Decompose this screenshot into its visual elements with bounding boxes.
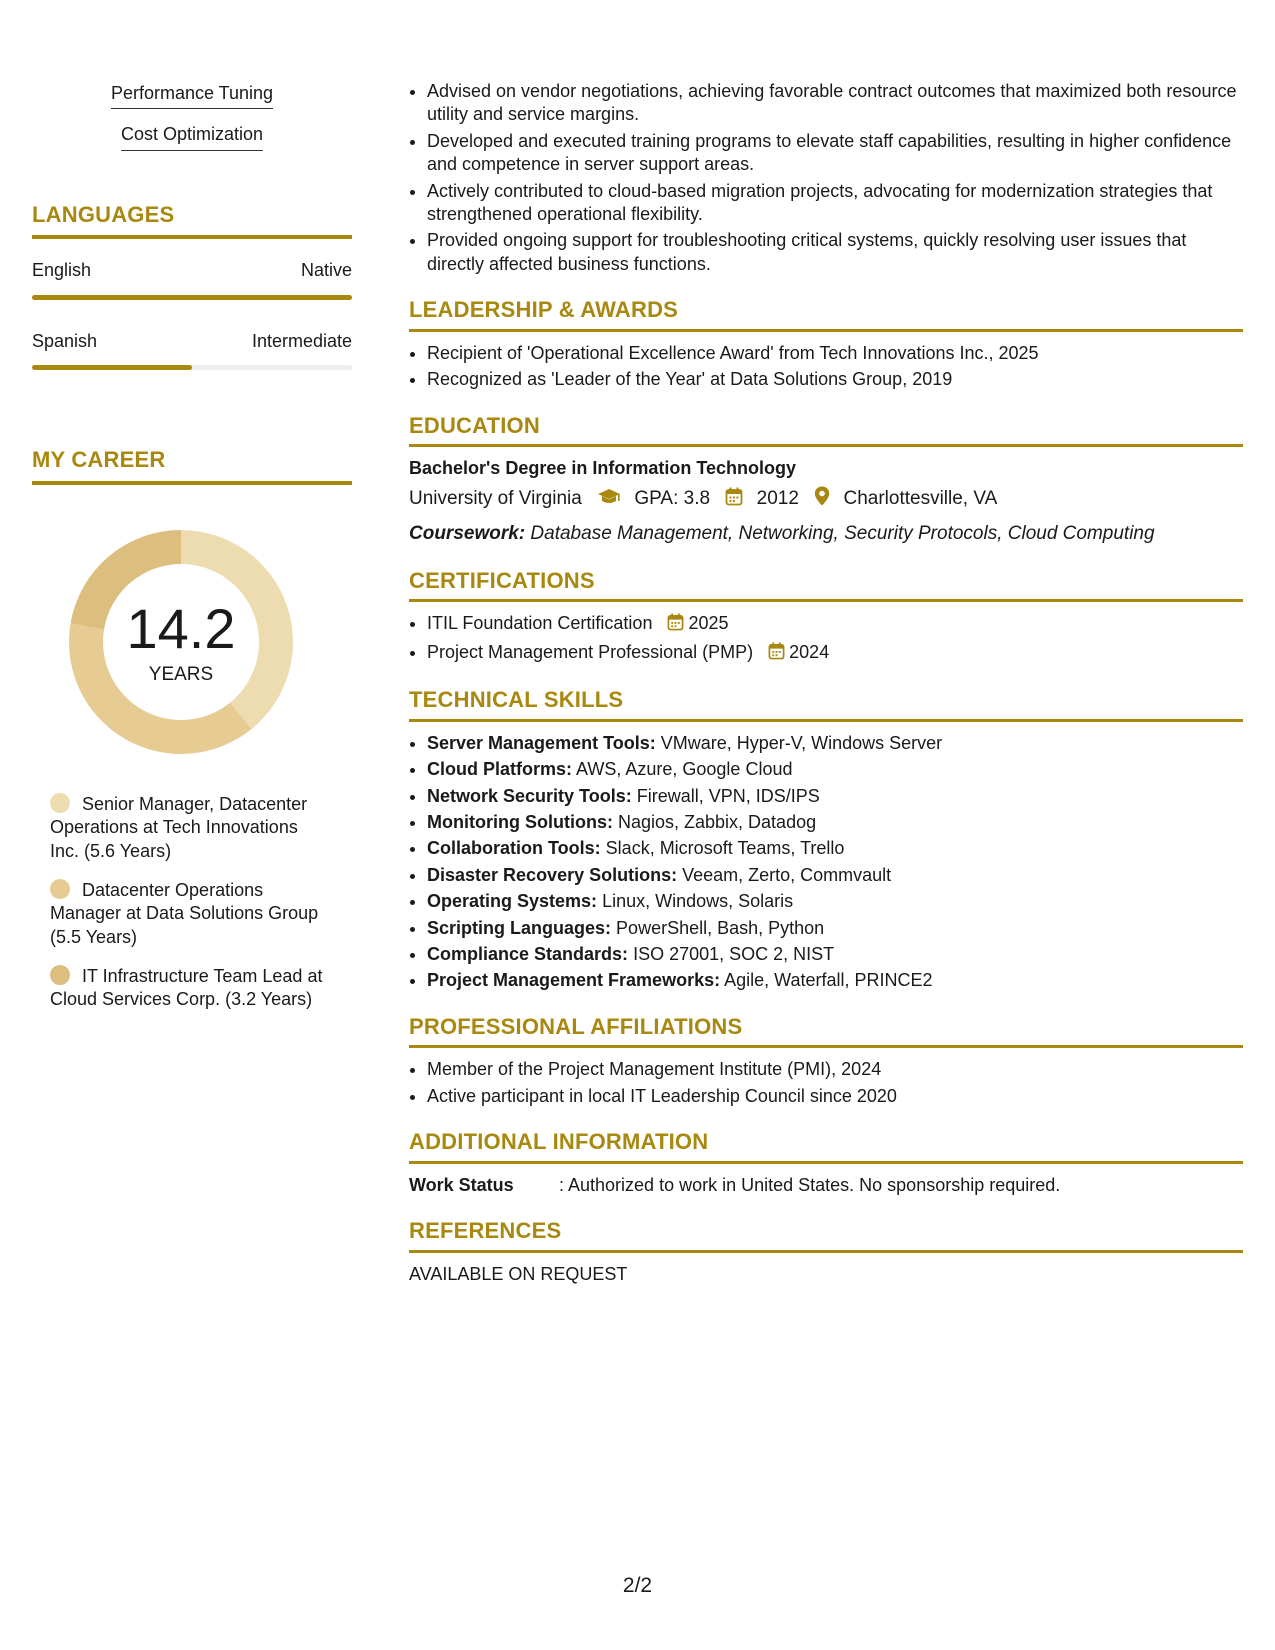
language-proficiency-bar — [32, 295, 352, 300]
work-status-label: Work Status — [409, 1174, 514, 1195]
education-location: Charlottesville, VA — [843, 488, 998, 510]
education-meta — [409, 486, 1243, 514]
calendar-icon — [768, 642, 785, 666]
graduation-cap-icon — [597, 488, 621, 514]
calendar-icon — [725, 487, 743, 514]
list-item: • Monitoring Solutions: Nagios, Zabbix, Datadog — [427, 811, 1243, 834]
certifications-list — [409, 612, 1243, 666]
language-level: Native — [300, 260, 352, 281]
career-legend-item: Senior Manager, Datacenter Operations at Tech Innovations Inc. (5.6 Years) — [50, 793, 308, 861]
technical-skills-heading: TECHNICAL SKILLS — [409, 686, 1243, 722]
education-heading: EDUCATION — [409, 412, 1243, 448]
list-item: • Recipient of 'Operational Excellence Award' from Tech Innovations Inc., 2025 — [427, 342, 1243, 365]
career-legend — [50, 793, 330, 1012]
main-content — [409, 80, 1243, 1286]
list-item: • Developed and executed training programs to elevate staff capabilities, resulting in higher confidence and competence in server support areas. — [427, 130, 1243, 177]
education-gpa: GPA: 3.8 — [634, 488, 711, 510]
education-year: 2012 — [756, 488, 799, 510]
list-item: • ITIL Foundation Certification 2025 — [427, 612, 1243, 637]
sidebar — [32, 82, 352, 1028]
career-heading: MY CAREER — [32, 446, 352, 485]
education-school: University of Virginia — [409, 488, 582, 510]
list-item: • Actively contributed to cloud-based migration projects, advocating for modernization strategies that strengthened operational flexibility. — [427, 180, 1243, 227]
language-proficiency-bar — [32, 365, 352, 370]
list-item: • Advised on vendor negotiations, achieving favorable contract outcomes that maximized both resource utility and service margins. — [427, 80, 1243, 127]
languages-heading: LANGUAGES — [32, 201, 352, 240]
career-donut-chart — [66, 527, 296, 757]
list-item: • Member of the Project Management Institute (PMI), 2024 — [427, 1058, 1243, 1081]
language-spanish — [32, 330, 352, 370]
list-item: • Scripting Languages: PowerShell, Bash, Python — [427, 917, 1243, 940]
leadership-heading: LEADERSHIP & AWARDS — [409, 296, 1243, 332]
list-item: • Cloud Platforms: AWS, Azure, Google Cloud — [427, 758, 1243, 781]
language-level: Intermediate — [251, 330, 352, 351]
language-name: Spanish — [32, 330, 98, 351]
technical-skills-list — [409, 732, 1243, 993]
work-status-value: : Authorized to work in United States. No sponsorship required. — [559, 1174, 1061, 1195]
coursework-label: Coursework: — [409, 523, 526, 545]
legend-dot-icon — [50, 965, 70, 985]
location-pin-icon — [814, 486, 830, 514]
career-unit: YEARS — [148, 663, 214, 685]
experience-bullets — [409, 80, 1243, 276]
references-heading: REFERENCES — [409, 1217, 1243, 1253]
leadership-list — [409, 342, 1243, 392]
skill-tag: Cost Optimization — [32, 123, 352, 150]
list-item: • Recognized as 'Leader of the Year' at Data Solutions Group, 2019 — [427, 368, 1243, 391]
list-item: • Compliance Standards: ISO 27001, SOC 2, NIST — [427, 943, 1243, 966]
additional-info-heading: ADDITIONAL INFORMATION — [409, 1128, 1243, 1164]
work-status-row — [409, 1174, 1243, 1197]
list-item: • Server Management Tools: VMware, Hyper-V, Windows Server — [427, 732, 1243, 755]
legend-dot-icon — [50, 879, 70, 899]
career-legend-item: Datacenter Operations Manager at Data Solutions Group (5.5 Years) — [50, 879, 319, 947]
list-item: • Project Management Frameworks: Agile, Waterfall, PRINCE2 — [427, 969, 1243, 992]
affiliations-list — [409, 1058, 1243, 1108]
list-item: • Operating Systems: Linux, Windows, Solaris — [427, 890, 1243, 913]
education-degree: Bachelor's Degree in Information Technology — [409, 458, 797, 479]
language-english — [32, 259, 352, 299]
career-total-years: 14.2 — [126, 596, 236, 660]
legend-dot-icon — [50, 793, 70, 813]
page-number: 2/2 — [622, 1574, 653, 1597]
list-item: • Collaboration Tools: Slack, Microsoft Teams, Trello — [427, 837, 1243, 860]
skill-tag: Performance Tuning — [32, 82, 352, 109]
list-item: • Active participant in local IT Leadership Council since 2020 — [427, 1085, 1243, 1108]
language-proficiency-fill — [32, 295, 352, 300]
language-name: English — [32, 260, 92, 281]
education-coursework — [409, 522, 1243, 547]
calendar-icon — [667, 613, 684, 637]
list-item: • Project Management Professional (PMP) 2024 — [427, 641, 1243, 666]
career-legend-item: IT Infrastructure Team Lead at Cloud Services Corp. (3.2 Years) — [50, 966, 323, 1010]
coursework-value: Database Management, Networking, Security Protocols, Cloud Computing — [530, 523, 1155, 545]
affiliations-heading: PROFESSIONAL AFFILIATIONS — [409, 1013, 1243, 1049]
list-item: • Provided ongoing support for troubleshooting critical systems, quickly resolving user issues that directly affected business functions. — [427, 229, 1243, 276]
certifications-heading: CERTIFICATIONS — [409, 567, 1243, 603]
list-item: • Network Security Tools: Firewall, VPN, IDS/IPS — [427, 785, 1243, 808]
list-item: • Disaster Recovery Solutions: Veeam, Zerto, Commvault — [427, 864, 1243, 887]
references-value: AVAILABLE ON REQUEST — [409, 1263, 628, 1284]
language-proficiency-fill — [32, 365, 192, 370]
